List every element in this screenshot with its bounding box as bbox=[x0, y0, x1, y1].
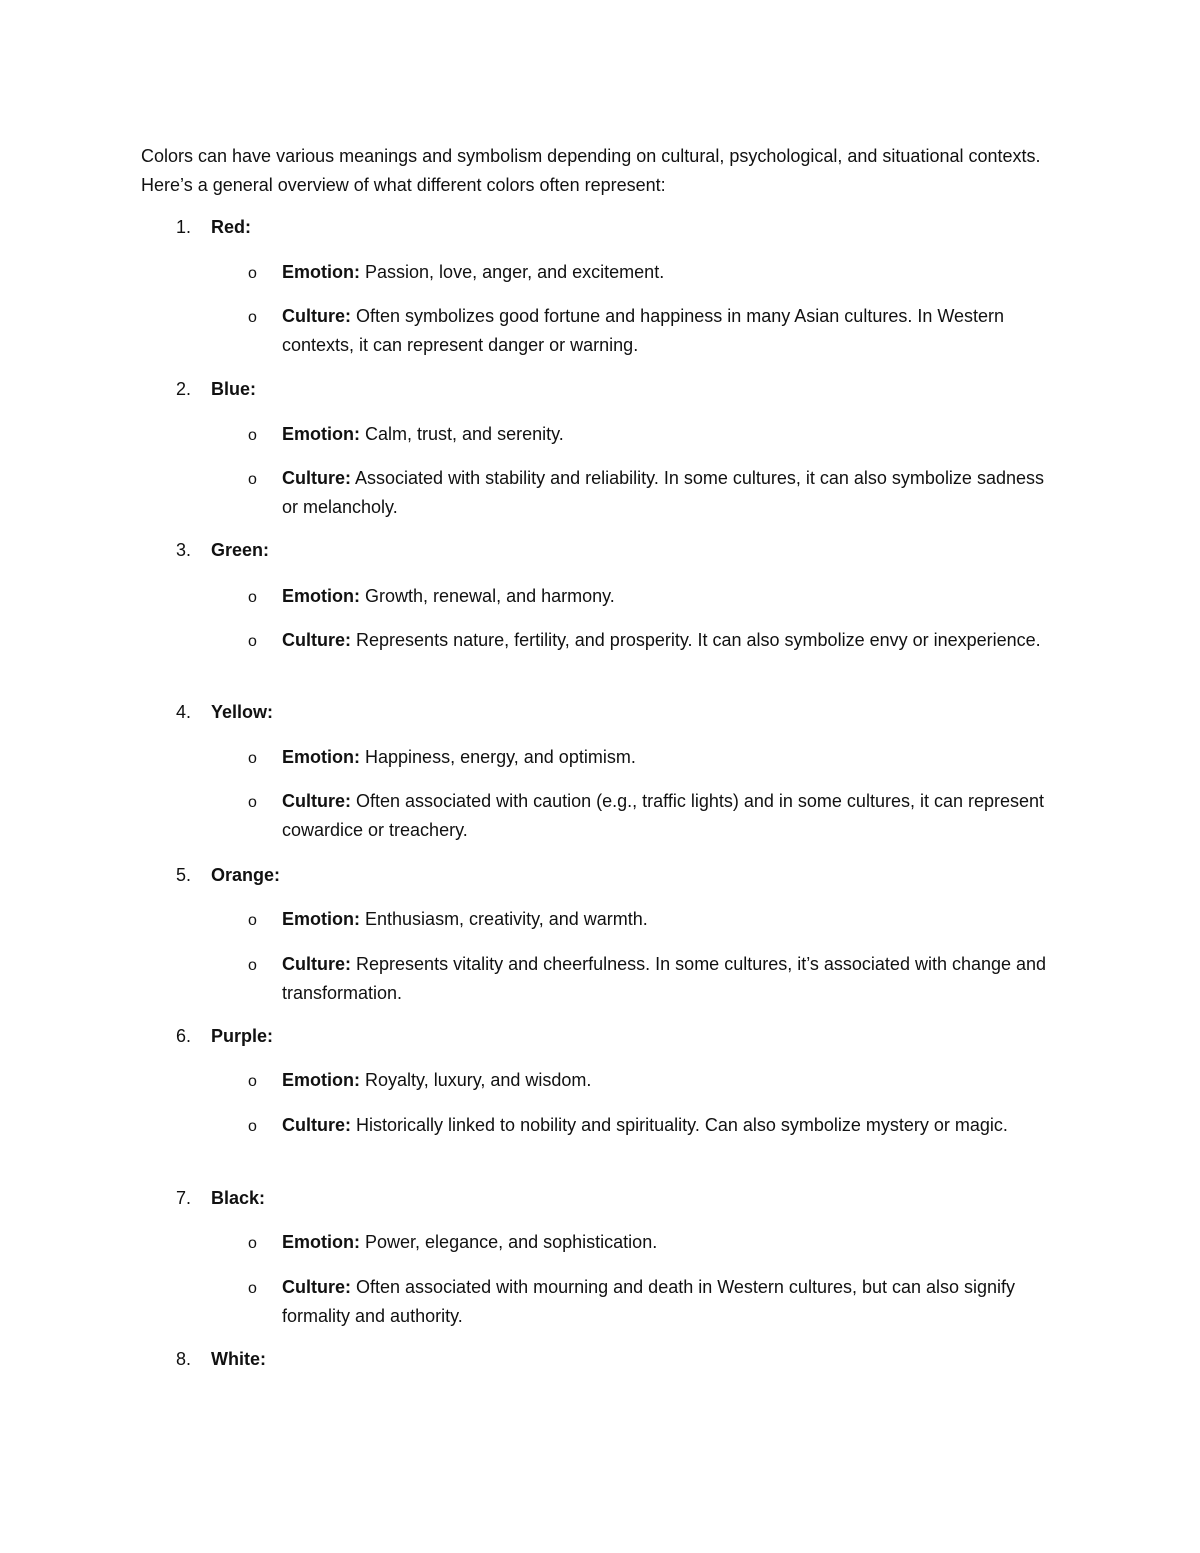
bullet-text bbox=[282, 1273, 1052, 1331]
bullet-text bbox=[282, 582, 1052, 611]
emotion-text: Enthusiasm, creativity, and warmth. bbox=[365, 909, 648, 929]
emotion-text: Calm, trust, and serenity. bbox=[365, 424, 564, 444]
bullet-text bbox=[282, 950, 1052, 1008]
culture-label: Culture: bbox=[282, 1277, 351, 1297]
item-number: 6. bbox=[176, 1026, 192, 1046]
item-number: 3. bbox=[176, 540, 192, 560]
bullet-marker: o bbox=[248, 633, 257, 650]
item-number: 2. bbox=[176, 379, 192, 399]
bullet-marker: o bbox=[248, 265, 257, 282]
color-name: Black: bbox=[211, 1188, 266, 1208]
item-number: 8. bbox=[176, 1349, 192, 1369]
item-number: 4. bbox=[176, 702, 192, 722]
bullet-text bbox=[282, 302, 1052, 360]
color-name: Orange: bbox=[211, 865, 281, 885]
culture-label: Culture: bbox=[282, 306, 351, 326]
bullet-text bbox=[282, 905, 1052, 934]
bullet-marker: o bbox=[248, 427, 257, 444]
bullet-marker: o bbox=[248, 309, 257, 326]
emotion-text: Power, elegance, and sophistication. bbox=[365, 1232, 658, 1252]
bullet-text bbox=[282, 1066, 1052, 1095]
color-name: Yellow: bbox=[211, 702, 274, 722]
emotion-label: Emotion: bbox=[282, 424, 360, 444]
emotion-label: Emotion: bbox=[282, 1232, 360, 1252]
bullet-text bbox=[282, 1111, 1052, 1140]
bullet-text bbox=[282, 420, 1052, 449]
culture-label: Culture: bbox=[282, 954, 351, 974]
bullet-marker: o bbox=[248, 1073, 257, 1090]
bullet-marker: o bbox=[248, 1235, 257, 1252]
bullet-text bbox=[282, 258, 1052, 287]
culture-text: Represents nature, fertility, and prosperity. It can also symbolize envy or inexperience. bbox=[356, 630, 1041, 650]
bullet-text bbox=[282, 787, 1052, 845]
culture-label: Culture: bbox=[282, 468, 351, 488]
item-number: 5. bbox=[176, 865, 192, 885]
intro-paragraph: Colors can have various meanings and symbolism depending on cultural, psychological, and situational contexts. Here’s a general overview of what different colors often represent: bbox=[141, 146, 1041, 195]
emotion-text: Passion, love, anger, and excitement. bbox=[365, 262, 665, 282]
emotion-label: Emotion: bbox=[282, 586, 360, 606]
item-number: 1. bbox=[176, 217, 192, 237]
color-name: Blue: bbox=[211, 379, 256, 399]
emotion-label: Emotion: bbox=[282, 909, 360, 929]
color-name: White: bbox=[211, 1349, 266, 1369]
emotion-label: Emotion: bbox=[282, 1070, 360, 1090]
culture-text: Historically linked to nobility and spirituality. Can also symbolize mystery or magic. bbox=[356, 1115, 1008, 1135]
bullet-marker: o bbox=[248, 912, 257, 929]
bullet-marker: o bbox=[248, 589, 257, 606]
emotion-label: Emotion: bbox=[282, 262, 360, 282]
bullet-marker: o bbox=[248, 794, 257, 811]
bullet-marker: o bbox=[248, 957, 257, 974]
item-number: 7. bbox=[176, 1188, 192, 1208]
culture-text: Represents vitality and cheerfulness. In some cultures, it’s associated with change and transformation. bbox=[282, 954, 1047, 1003]
culture-text: Often symbolizes good fortune and happiness in many Asian cultures. In Western contexts, it can represent danger or warning. bbox=[282, 306, 1005, 355]
emotion-text: Growth, renewal, and harmony. bbox=[365, 586, 615, 606]
bullet-text bbox=[282, 1228, 1052, 1257]
emotion-text: Happiness, energy, and optimism. bbox=[365, 747, 636, 767]
bullet-marker: o bbox=[248, 750, 257, 767]
culture-text: Associated with stability and reliability. In some cultures, it can also symbolize sadness or melancholy. bbox=[282, 468, 1044, 517]
color-name: Green: bbox=[211, 540, 270, 560]
bullet-text bbox=[282, 464, 1052, 522]
bullet-text bbox=[282, 626, 1052, 655]
emotion-label: Emotion: bbox=[282, 747, 360, 767]
culture-label: Culture: bbox=[282, 1115, 351, 1135]
culture-text: Often associated with mourning and death in Western cultures, but can also signify formality and authority. bbox=[282, 1277, 1016, 1326]
color-name: Red: bbox=[211, 217, 251, 237]
bullet-marker: o bbox=[248, 1118, 257, 1135]
color-name: Purple: bbox=[211, 1026, 274, 1046]
emotion-text: Royalty, luxury, and wisdom. bbox=[365, 1070, 592, 1090]
bullet-marker: o bbox=[248, 1280, 257, 1297]
culture-text: Often associated with caution (e.g., traffic lights) and in some cultures, it can represent cowardice or treachery. bbox=[282, 791, 1045, 840]
culture-label: Culture: bbox=[282, 791, 351, 811]
bullet-text bbox=[282, 743, 1052, 772]
culture-label: Culture: bbox=[282, 630, 351, 650]
bullet-marker: o bbox=[248, 471, 257, 488]
